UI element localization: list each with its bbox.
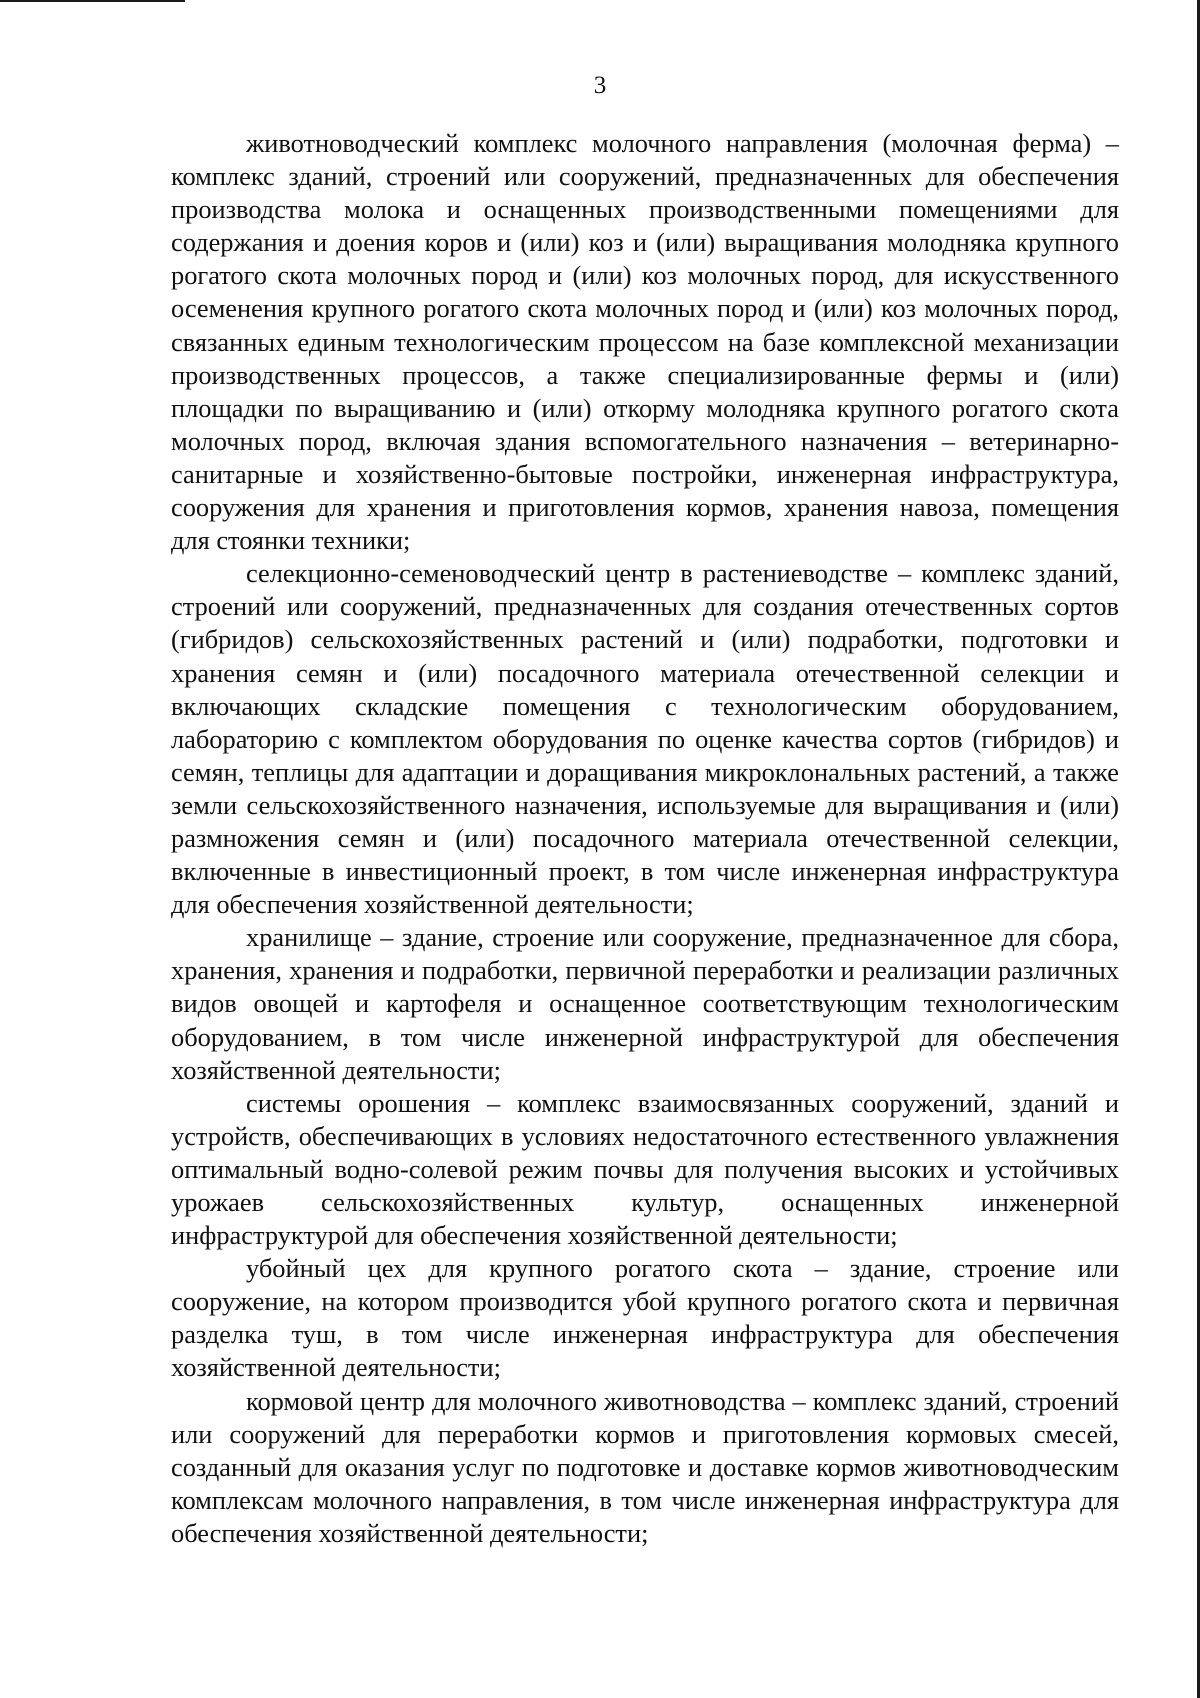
scan-artifact-top-line <box>0 0 185 2</box>
page-number: 3 <box>593 72 607 99</box>
paragraph-slaughterhouse: убойный цех для крупного рогатого скота – здание, строение или сооружение, на котором производится убой крупного рогатого скота и первичная разделка туш, в том числе инженерная инфраструктура для обеспечения хозяйственной деятельности; <box>171 1253 1119 1383</box>
paragraph-irrigation: системы орошения – комплекс взаимосвязанных сооружений, зданий и устройств, обеспечивающих в условиях недостаточного естественного увлажнения оптимальный водно-солевой режим почвы для получения высоких и устойчивых урожаев сельскохозяйственных культур, оснащенных инженерной инфраструктурой для обеспечения хозяйственной деятельности; <box>171 1087 1119 1251</box>
paragraph-storage: хранилище – здание, строение или сооружение, предназначенное для сбора, хранения, хранения и подработки, первичной переработки и реализации различных видов овощей и картофеля и оснащенное соответствующим технологическим оборудованием, в том числе инженерной инфраструктурой для обеспечения хозяйственной деятельности; <box>171 922 1119 1085</box>
paragraph-seed-center: селекционно-семеноводческий центр в растениеводстве – комплекс зданий, строений или сооружений, предназначенных для создания отечественных сортов (гибридов) сельскохозяйственных растений и (или) подработки, подготовки и хранения семян и (или) посадочного материала отечественной селекции и включающих складские помещения с технологическим оборудованием, лабораторию с комплектом оборудования по оценке качества сортов (гибридов) и семян, теплицы для адаптации и доращивания микроклональных растений, а также земли сельскохозяйственного назначения, используемые для выращивания и (или) размножения семян и (или) посадочного материала отечественной селекции, включенные в инвестиционный проект, в том числе инженерная инфраструктура для обеспечения хозяйственной деятельности; <box>171 558 1119 920</box>
document-body <box>171 127 1119 1550</box>
paragraph-dairy-complex: животноводческий комплекс молочного направления (молочная ферма) – комплекс зданий, строений или сооружений, предназначенных для обеспечения производства молока и оснащенных производственными помещениями для содержания и доения коров и (или) коз и (или) выращивания молодняка крупного рогатого скота молочных пород и (или) коз молочных пород, для искусственного осеменения крупного рогатого скота молочных пород и (или) коз молочных пород, связанных единым технологическим процессом на базе комплексной механизации производственных процессов, а также специализированные фермы и (или) площадки по выращиванию и (или) откорму молодняка крупного рогатого скота молочных пород, включая здания вспомогательного назначения – ветеринарно-санитарные и хозяйственно-бытовые постройки, инженерная инфраструктура, сооружения для хранения и приготовления кормов, хранения навоза, помещения для стоянки техники; <box>171 128 1119 556</box>
paragraph-feed-center: кормовой центр для молочного животноводства – комплекс зданий, строений или сооружений для переработки кормов и приготовления кормовых смесей, созданный для оказания услуг по подготовке и доставке кормов животноводческим комплексам молочного направления, в том числе инженерная инфраструктура для обеспечения хозяйственной деятельности; <box>171 1385 1119 1548</box>
